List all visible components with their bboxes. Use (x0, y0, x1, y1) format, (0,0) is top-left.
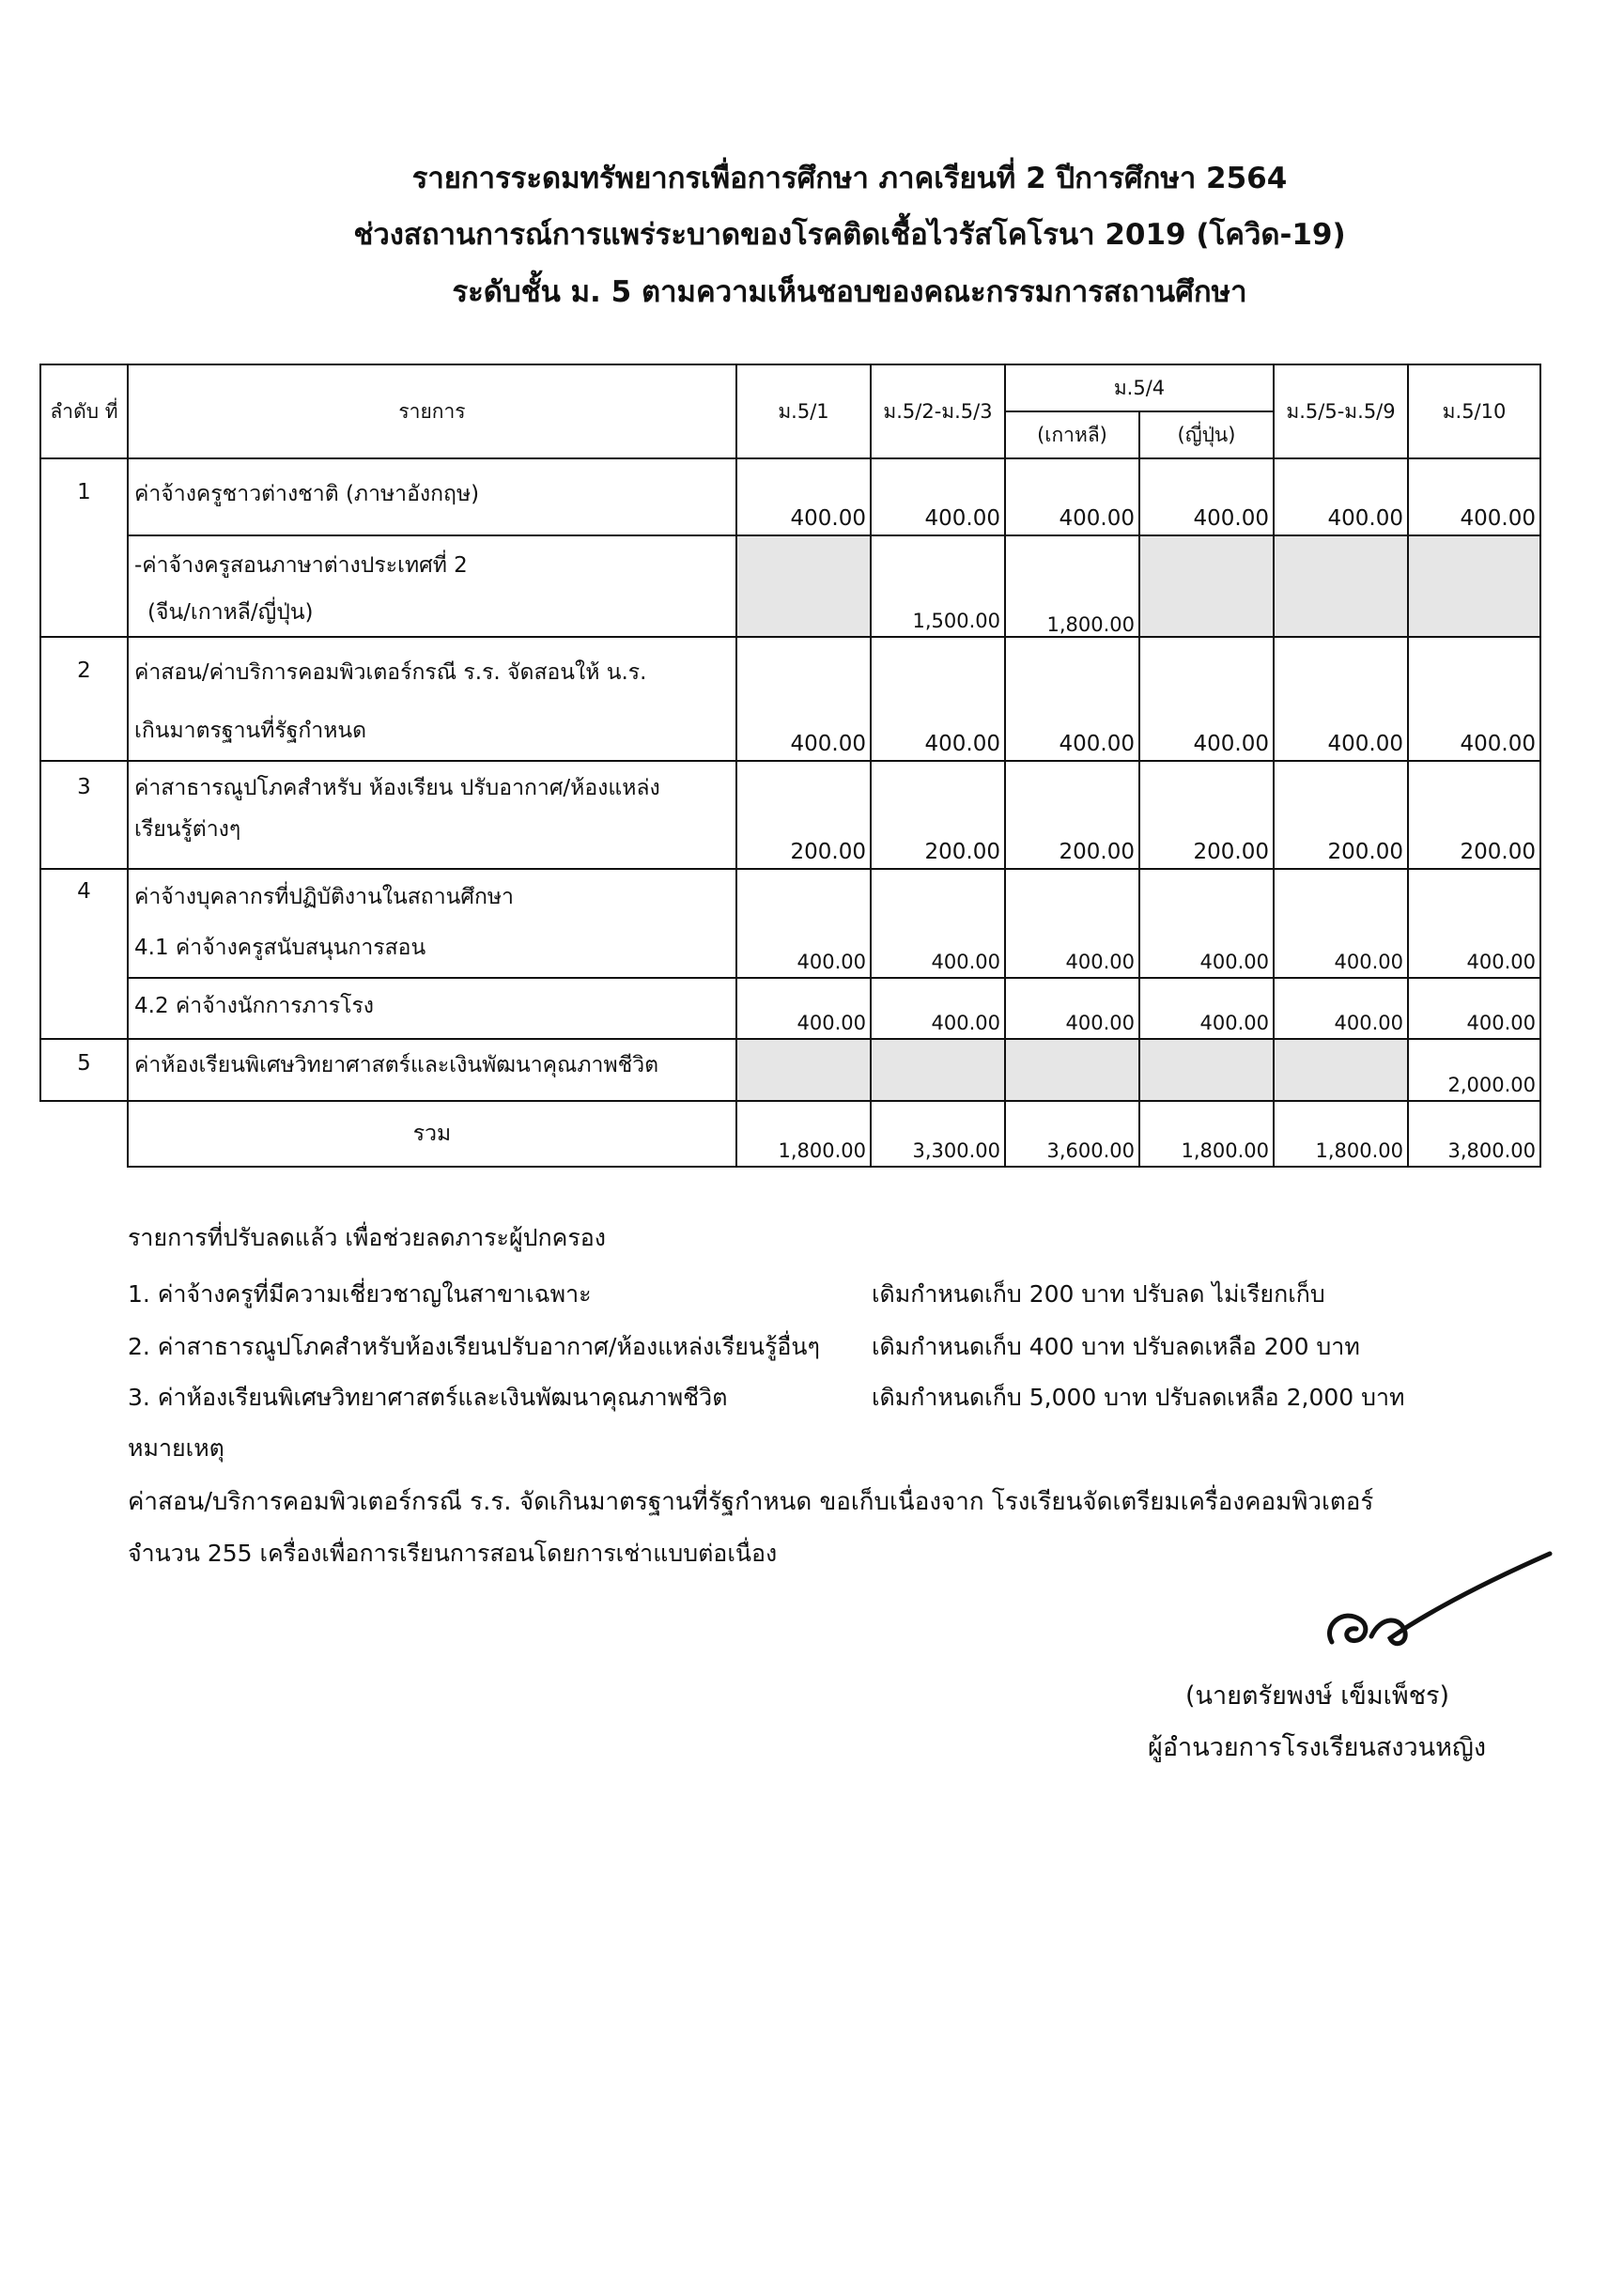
cell-value: 1,800.00 (1005, 535, 1139, 637)
cell-value (1274, 535, 1408, 637)
cell-value: 400.00 (1274, 637, 1408, 761)
row-desc-line-2: (จีน/เกาหลี/ญี่ปุ่น) (147, 600, 314, 625)
signer-position: ผู้อำนวยการโรงเรียนสงวนหญิง (1148, 1733, 1487, 1762)
cell-value: 400.00 (1139, 869, 1274, 978)
cell-value: 200.00 (1139, 761, 1274, 869)
note-item-2-right: เดิมกำหนดเก็บ 400 บาท ปรับลดเหลือ 200 บาท (872, 1333, 1360, 1360)
cell-value: 2,000.00 (1408, 1039, 1540, 1101)
title-line-3: ระดับชั้น ม. 5 ตามความเห็นชอบของคณะกรรมการสถานศึกษา (452, 275, 1247, 309)
cell-value: 200.00 (1274, 761, 1408, 869)
header-class-5-4: ม.5/4 (1005, 364, 1274, 411)
table-row (40, 1039, 1540, 1101)
row-desc-line-2: เกินมาตรฐานที่รัฐกำหนด (134, 719, 367, 743)
row-desc-line-2: เรียนรู้ต่างๆ (134, 817, 241, 842)
total-blank (40, 1101, 128, 1167)
header-no (40, 364, 128, 458)
total-value: 1,800.00 (736, 1101, 871, 1167)
cell-value: 400.00 (736, 637, 871, 761)
cell-value: 400.00 (1408, 978, 1540, 1039)
row-desc (128, 535, 736, 637)
cell-value: 400.00 (1139, 637, 1274, 761)
cell-value (736, 1039, 871, 1101)
title-line-1: รายการระดมทรัพยากรเพื่อการศึกษา ภาคเรียนที่ 2 ปีการศึกษา 2564 (411, 162, 1288, 195)
signature-image (1315, 1550, 1559, 1672)
cell-value: 400.00 (1005, 978, 1139, 1039)
total-value: 1,800.00 (1139, 1101, 1274, 1167)
cell-value (736, 535, 871, 637)
cell-value: 400.00 (1408, 458, 1540, 535)
cell-value: 400.00 (736, 458, 871, 535)
remark-line-1: ค่าสอน/บริการคอมพิวเตอร์กรณี ร.ร. จัดเกินมาตรฐานที่รัฐกำหนด ขอเก็บเนื่องจาก โรงเรียนจัดเตรียมเครื่องคอมพิวเตอร์ (128, 1488, 1374, 1516)
cell-value (1408, 535, 1540, 637)
row-no (40, 978, 128, 1039)
table-row (40, 458, 1540, 535)
row-desc-line-1: -ค่าจ้างครูสอนภาษาต่างประเทศที่ 2 (134, 553, 468, 578)
table-row (40, 637, 1540, 761)
signer-name: (นายตรัยพงษ์ เข็มเพ็ชร) (1185, 1681, 1450, 1711)
header-class-5-2-5-3: ม.5/2-ม.5/3 (871, 364, 1005, 458)
cell-value: 400.00 (736, 869, 871, 978)
cell-value: 400.00 (871, 458, 1005, 535)
row-no (40, 535, 128, 637)
row-desc: 4.2 ค่าจ้างนักการภารโรง (128, 978, 736, 1039)
cell-value: 400.00 (1005, 458, 1139, 535)
cell-value: 400.00 (1274, 458, 1408, 535)
row-no: 4 (40, 869, 128, 978)
cell-value: 400.00 (871, 978, 1005, 1039)
table-header-row (40, 364, 1540, 411)
row-desc (128, 761, 736, 869)
cell-value: 400.00 (1139, 978, 1274, 1039)
cell-value: 400.00 (871, 869, 1005, 978)
title-line-2: ช่วงสถานการณ์การแพร่ระบาดของโรคติดเชื้อไวรัสโคโรนา 2019 (โควิด-19) (353, 218, 1346, 252)
cell-value: 400.00 (1408, 637, 1540, 761)
table-row (40, 761, 1540, 869)
cell-value: 200.00 (736, 761, 871, 869)
header-class-5-1: ม.5/1 (736, 364, 871, 458)
cell-value (1139, 535, 1274, 637)
cell-value (871, 1039, 1005, 1101)
notes-heading: รายการที่ปรับลดแล้ว เพื่อช่วยลดภาระผู้ปกครอง (128, 1224, 606, 1251)
total-value: 3,800.00 (1408, 1101, 1540, 1167)
cell-value (1274, 1039, 1408, 1101)
total-value: 3,300.00 (871, 1101, 1005, 1167)
row-desc-line-1: ค่าสอน/ค่าบริการคอมพิวเตอร์กรณี ร.ร. จัดสอนให้ น.ร. (134, 660, 647, 685)
cell-value (1139, 1039, 1274, 1101)
table-row (40, 869, 1540, 978)
cell-value: 400.00 (1005, 637, 1139, 761)
row-desc: ค่าจ้างครูชาวต่างชาติ (ภาษาอังกฤษ) (128, 458, 736, 535)
cell-value: 400.00 (871, 637, 1005, 761)
table-row (40, 978, 1540, 1039)
cell-value: 400.00 (1408, 869, 1540, 978)
table-total-row (40, 1101, 1540, 1167)
note-item-1-right: เดิมกำหนดเก็บ 200 บาท ปรับลด ไม่เรียกเก็บ (872, 1280, 1325, 1308)
header-korean: (เกาหลี) (1005, 411, 1139, 458)
total-value: 3,600.00 (1005, 1101, 1139, 1167)
header-item: รายการ (128, 364, 736, 458)
row-no: 3 (40, 761, 128, 869)
note-item-3-left: 3. ค่าห้องเรียนพิเศษวิทยาศาสตร์และเงินพัฒนาคุณภาพชีวิต (128, 1384, 728, 1411)
remark-label: หมายเหตุ (128, 1434, 224, 1462)
header-class-5-10: ม.5/10 (1408, 364, 1540, 458)
cell-value: 400.00 (1139, 458, 1274, 535)
cell-value: 400.00 (1274, 978, 1408, 1039)
note-item-2-left: 2. ค่าสาธารณูปโภคสำหรับห้องเรียนปรับอากาศ/ห้องแหล่งเรียนรู้อื่นๆ (128, 1333, 820, 1360)
header-no-label: ลำดับ ที่ (50, 399, 118, 423)
cell-value: 400.00 (1005, 869, 1139, 978)
header-japanese: (ญี่ปุ่น) (1139, 411, 1274, 458)
remark-line-2: จำนวน 255 เครื่องเพื่อการเรียนการสอนโดยการเช่าแบบต่อเนื่อง (128, 1540, 778, 1567)
cell-value: 400.00 (1274, 869, 1408, 978)
row-desc: ค่าห้องเรียนพิเศษวิทยาศาสตร์และเงินพัฒนาคุณภาพชีวิต (128, 1039, 736, 1101)
row-no: 1 (40, 458, 128, 535)
row-no: 2 (40, 637, 128, 761)
total-label: รวม (128, 1101, 736, 1167)
row-desc-line-1: ค่าสาธารณูปโภคสำหรับ ห้องเรียน ปรับอากาศ/ห้องแหล่ง (134, 776, 660, 800)
table-row (40, 535, 1540, 637)
row-desc-line-1: ค่าจ้างบุคลากรที่ปฏิบัติงานในสถานศึกษา (134, 885, 514, 909)
note-item-1-left: 1. ค่าจ้างครูที่มีความเชี่ยวชาญในสาขาเฉพาะ (128, 1280, 592, 1308)
cell-value: 200.00 (871, 761, 1005, 869)
cell-value: 200.00 (1005, 761, 1139, 869)
row-desc (128, 637, 736, 761)
fees-table (39, 364, 1541, 1168)
header-class-5-5-5-9: ม.5/5-ม.5/9 (1274, 364, 1408, 458)
note-item-3-right: เดิมกำหนดเก็บ 5,000 บาท ปรับลดเหลือ 2,000 บาท (872, 1384, 1405, 1411)
row-desc-line-2: 4.1 ค่าจ้างครูสนับสนุนการสอน (134, 936, 426, 960)
row-no: 5 (40, 1039, 128, 1101)
cell-value: 200.00 (1408, 761, 1540, 869)
cell-value: 400.00 (736, 978, 871, 1039)
row-desc (128, 869, 736, 978)
cell-value: 1,500.00 (871, 535, 1005, 637)
cell-value (1005, 1039, 1139, 1101)
total-value: 1,800.00 (1274, 1101, 1408, 1167)
